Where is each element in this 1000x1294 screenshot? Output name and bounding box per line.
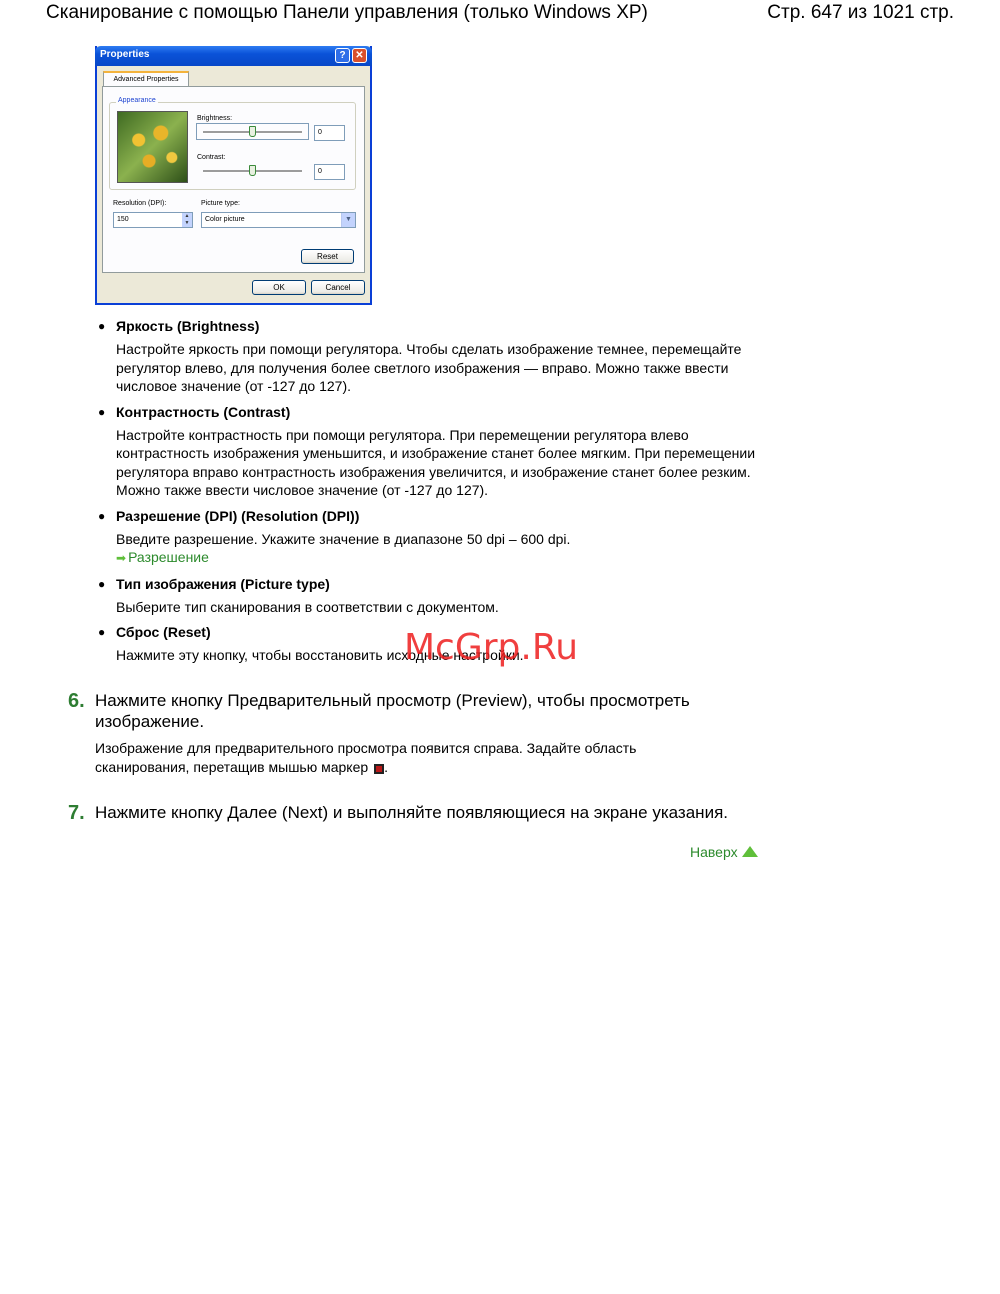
contrast-input[interactable]: 0 bbox=[314, 164, 345, 180]
bullet-title: Разрешение (DPI) (Resolution (DPI)) bbox=[116, 507, 360, 524]
cancel-button[interactable]: Cancel bbox=[311, 280, 365, 295]
brightness-label: Brightness: bbox=[197, 115, 233, 122]
back-to-top-label: Наверх bbox=[690, 844, 738, 860]
bullet-dot: ● bbox=[98, 404, 106, 419]
watermark: McGrp.Ru bbox=[404, 627, 579, 668]
preview-image bbox=[117, 111, 188, 183]
dialog-titlebar bbox=[95, 46, 372, 66]
bullet-title: Яркость (Brightness) bbox=[116, 318, 260, 334]
bullet-title: Контрастность (Contrast) bbox=[116, 403, 291, 420]
step-title: Нажмите кнопку Предварительный просмотр (Preview), чтобы просмотреть изображение. bbox=[95, 691, 690, 731]
resolution-link[interactable] bbox=[116, 548, 758, 568]
contrast-label: Contrast: bbox=[197, 154, 226, 161]
page-header bbox=[46, 2, 954, 28]
reset-button[interactable]: Reset bbox=[301, 249, 354, 264]
resolution-label: Resolution (DPI): bbox=[113, 200, 167, 207]
step-desc-end: . bbox=[384, 759, 389, 775]
page-title: Сканирование с помощью Панели управления (только Windows XP) bbox=[46, 2, 648, 23]
step-number: 6. bbox=[68, 690, 85, 712]
marker-handle-icon bbox=[374, 764, 384, 774]
bullet-desc: Настройте контрастность при помощи регулятора. При перемещении регулятора влево контрастность изображения уменьшится, и изображение станет более мягким. При перемещении регулятора вправо контрастность изображения увеличится, и изображение станет более резким. Можно также ввести числовое значение (от -127 до 127). bbox=[116, 426, 756, 498]
list-item bbox=[98, 316, 758, 396]
step-desc bbox=[95, 739, 715, 777]
chevron-down-icon[interactable]: ▼ bbox=[341, 213, 355, 227]
back-to-top-link[interactable] bbox=[690, 844, 758, 860]
dialog-title: Properties bbox=[100, 49, 150, 60]
bullet-dot: ● bbox=[98, 508, 106, 523]
appearance-group-label: Appearance bbox=[118, 97, 156, 104]
bullet-dot: ● bbox=[98, 319, 106, 333]
picture-type-value: Color picture bbox=[205, 216, 245, 223]
list-item bbox=[98, 574, 758, 617]
tab-advanced-properties[interactable]: Advanced Properties bbox=[103, 71, 189, 87]
step-title: Нажмите кнопку Далее (Next) и выполняйте появляющиеся на экране указания. bbox=[95, 803, 728, 822]
bullet-desc: Введите разрешение. Укажите значение в диапазоне 50 dpi – 600 dpi. bbox=[116, 530, 571, 547]
resolution-link-label: Разрешение bbox=[128, 549, 209, 565]
bullet-title: Тип изображения (Picture type) bbox=[116, 575, 330, 592]
arrow-up-icon bbox=[742, 846, 758, 857]
bullet-desc: Настройте яркость при помощи регулятора. Чтобы сделать изображение темнее, перемещайте регулятор влево, для получения более светлого изображения — вправо. Можно также ввести числовое значение (от -127 до 127). bbox=[116, 341, 742, 394]
picture-type-label: Picture type: bbox=[201, 200, 240, 207]
ok-button[interactable]: OK bbox=[252, 280, 306, 295]
contrast-slider[interactable] bbox=[196, 162, 309, 179]
brightness-slider-thumb[interactable] bbox=[249, 126, 256, 137]
spin-arrows-icon[interactable]: ▲ ▼ bbox=[182, 213, 192, 227]
bullet-desc: Выберите тип сканирования в соответствии с документом. bbox=[116, 598, 499, 615]
step-7 bbox=[68, 802, 768, 823]
tab-panel bbox=[102, 86, 365, 273]
brightness-slider[interactable] bbox=[196, 123, 309, 140]
step-desc-text: Изображение для предварительного просмотра появится справа. Задайте область сканирования, перетащив мышью маркер bbox=[95, 740, 637, 775]
resolution-input[interactable] bbox=[113, 212, 193, 228]
picture-type-select[interactable] bbox=[201, 212, 356, 228]
list-item bbox=[98, 402, 758, 500]
arrow-right-icon: ➡ bbox=[116, 551, 127, 565]
contrast-slider-thumb[interactable] bbox=[249, 165, 256, 176]
appearance-group bbox=[109, 97, 356, 190]
bullet-dot: ● bbox=[98, 625, 106, 639]
bullet-title: Сброс (Reset) bbox=[116, 624, 211, 640]
properties-dialog bbox=[95, 46, 372, 305]
step-number: 7. bbox=[68, 802, 85, 824]
resolution-value: 150 bbox=[117, 216, 129, 223]
help-button[interactable]: ? bbox=[335, 48, 350, 63]
bullet-desc: Нажмите эту кнопку, чтобы восстановить исходные настройки. bbox=[116, 647, 524, 663]
page-counter: Стр. 647 из 1021 стр. bbox=[767, 2, 954, 23]
list-item bbox=[98, 506, 758, 568]
close-icon[interactable]: ✕ bbox=[352, 48, 367, 63]
step-6 bbox=[68, 690, 768, 777]
bullet-dot: ● bbox=[98, 576, 106, 591]
bullet-list bbox=[98, 316, 758, 665]
brightness-input[interactable]: 0 bbox=[314, 125, 345, 141]
